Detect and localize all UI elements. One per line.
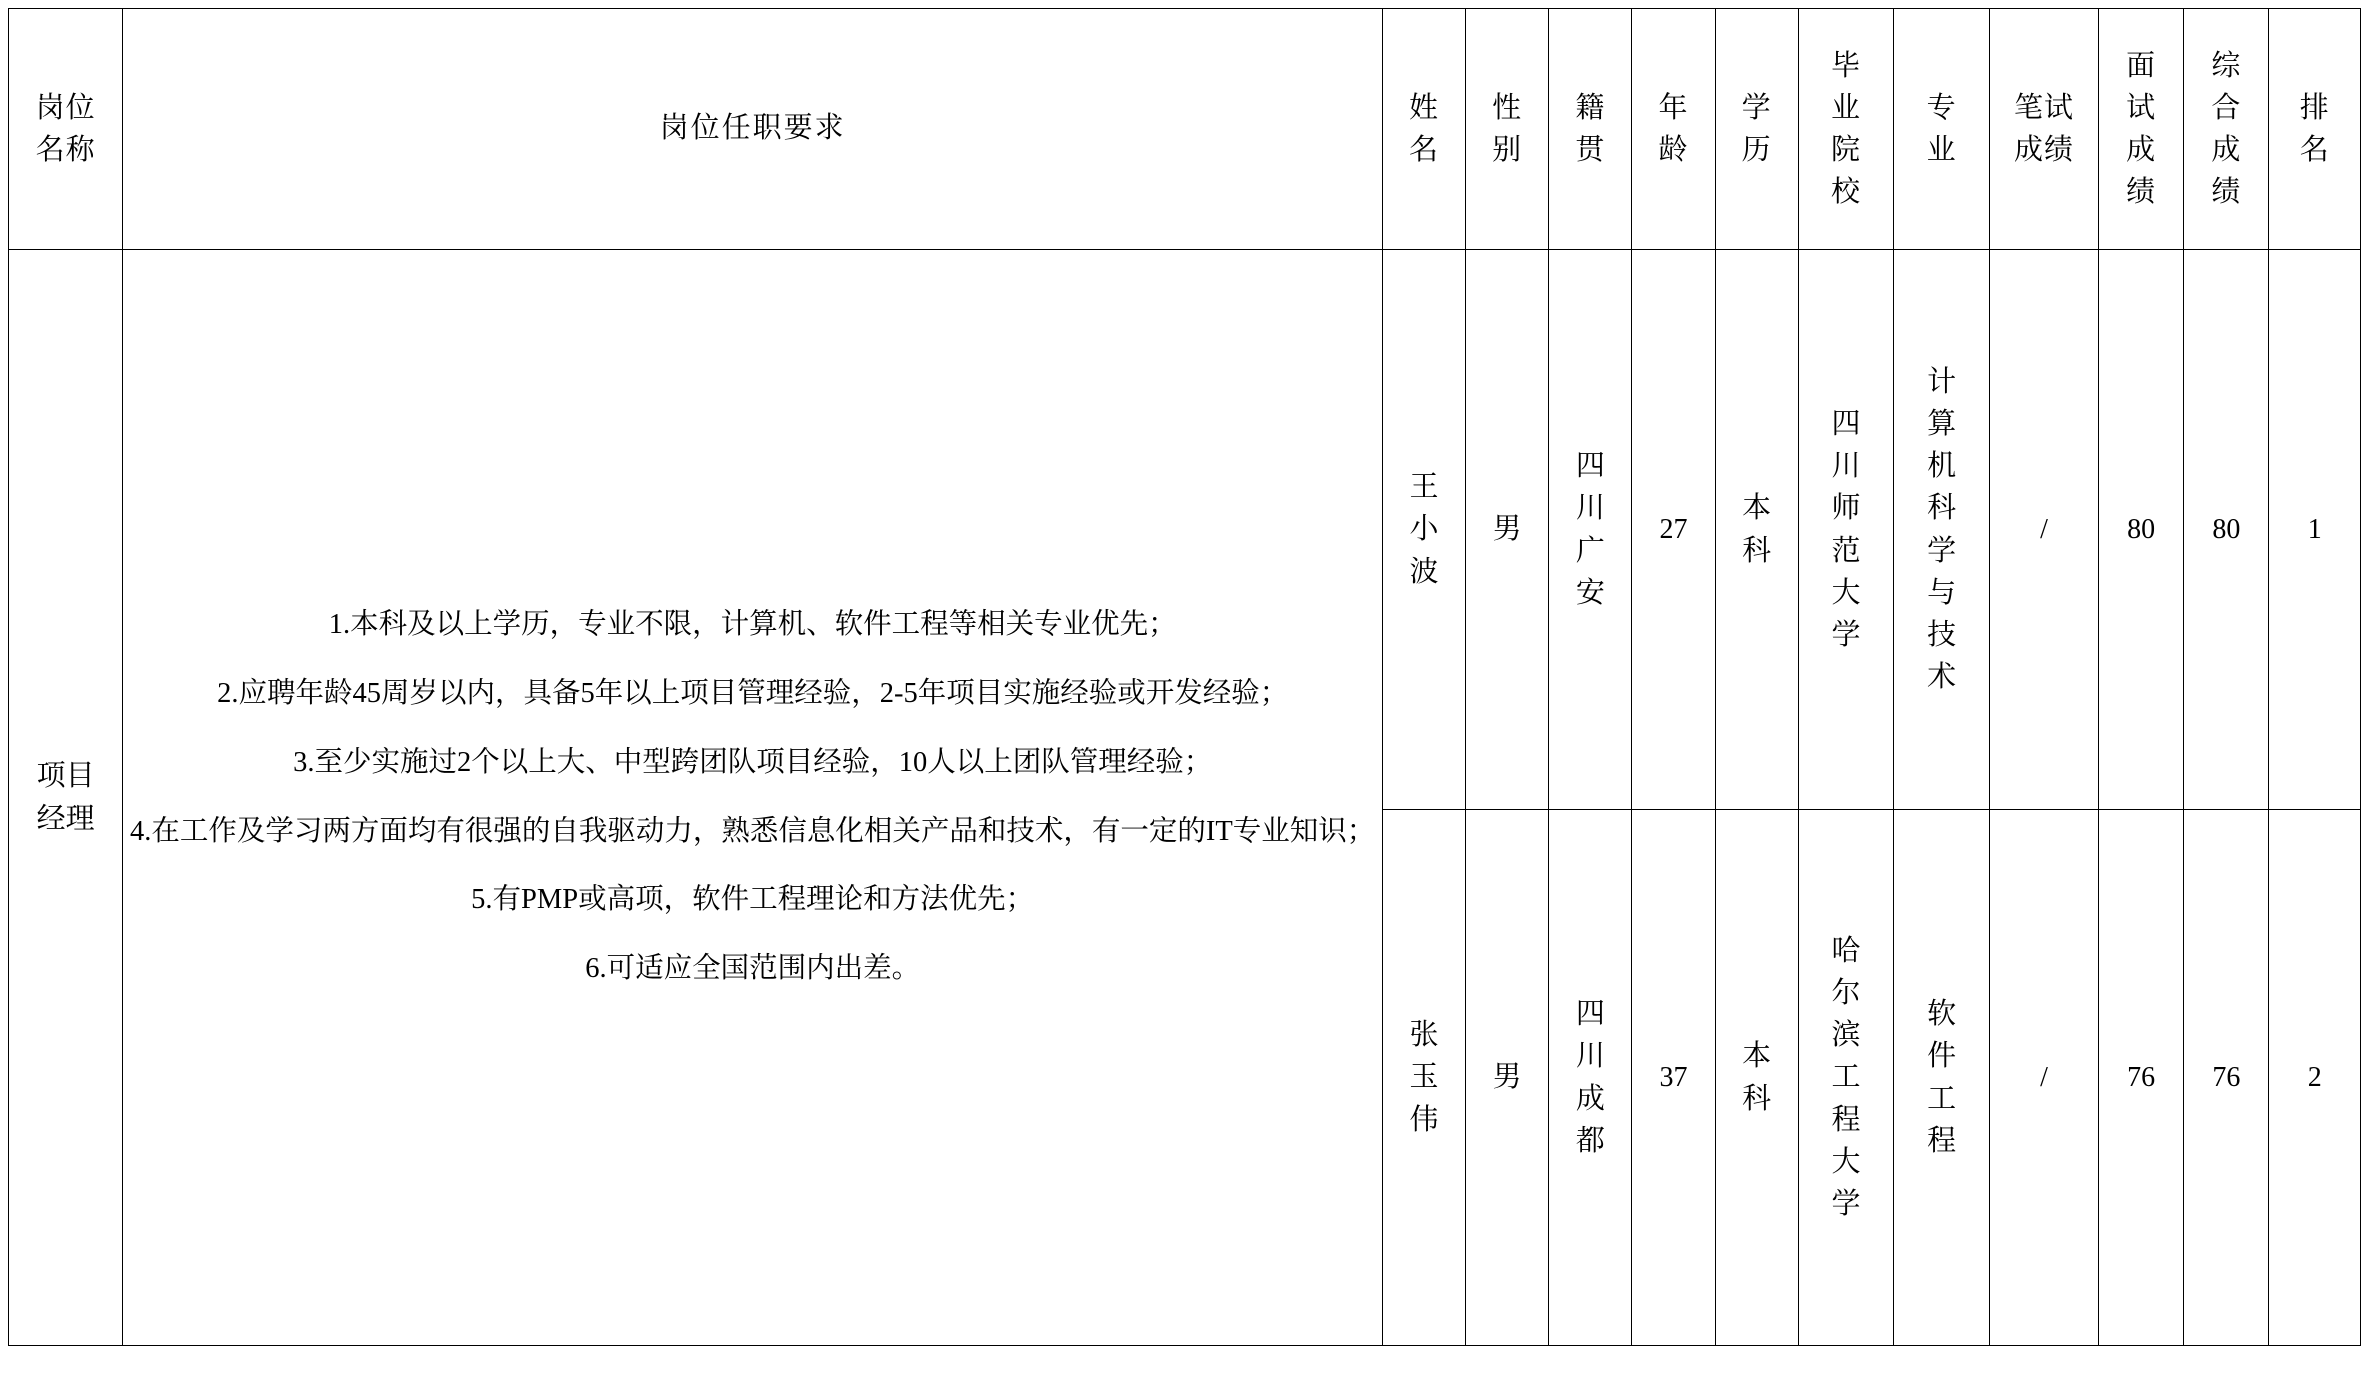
cell-education: 本 科: [1715, 250, 1798, 810]
cell-ranking: 2: [2269, 810, 2361, 1346]
table-row: [9, 250, 2361, 810]
cell-applicant-name: 王 小 波: [1382, 250, 1465, 810]
header-interview-score: 面 试 成 绩: [2099, 9, 2184, 250]
cell-composite-score: 76: [2184, 810, 2269, 1346]
cell-major: 软 件 工 程: [1894, 810, 1990, 1346]
header-written-score: 笔试 成绩: [1989, 9, 2098, 250]
requirement-item: 5.有PMP或高项，软件工程理论和方法优先；: [471, 884, 1035, 916]
header-gender: 性 别: [1466, 9, 1549, 250]
cell-interview-score: 76: [2099, 810, 2184, 1346]
cell-native-place: 四 川 成 都: [1549, 810, 1632, 1346]
header-graduate-school: 毕 业 院 校: [1798, 9, 1894, 250]
requirement-item: 2.应聘年龄45周岁以内，具备5年以上项目管理经验，2-5年项目实施经验或开发经验；: [217, 677, 1289, 709]
header-composite-score: 综 合 成 绩: [2184, 9, 2269, 250]
cell-native-place: 四 川 广 安: [1549, 250, 1632, 810]
requirement-item: 3.至少实施过2个以上大、中型跨团队项目经验，10人以上团队管理经验；: [293, 746, 1213, 778]
header-position-name-line2: 名称: [35, 134, 96, 166]
cell-applicant-name: 张 玉 伟: [1382, 810, 1465, 1346]
header-age: 年 龄: [1632, 9, 1715, 250]
cell-interview-score: 80: [2099, 250, 2184, 810]
cell-written-score: /: [1989, 250, 2098, 810]
cell-age: 37: [1632, 810, 1715, 1346]
cell-written-score: /: [1989, 810, 2098, 1346]
cell-gender: 男: [1466, 250, 1549, 810]
recruitment-results-table: [8, 8, 2361, 1346]
cell-gender: 男: [1466, 810, 1549, 1346]
cell-graduate-school: 哈 尔 滨 工 程 大 学: [1798, 810, 1894, 1346]
cell-position-requirements: [123, 250, 1383, 1346]
table-header-row: [9, 9, 2361, 250]
header-ranking: 排 名: [2269, 9, 2361, 250]
header-position-name-line1: 岗位: [35, 91, 96, 124]
requirement-item: 1.本科及以上学历，专业不限，计算机、软件工程等相关专业优先；: [328, 608, 1177, 640]
cell-composite-score: 80: [2184, 250, 2269, 810]
header-education: 学 历: [1715, 9, 1798, 250]
cell-age: 27: [1632, 250, 1715, 810]
cell-major: 计 算 机 科 学 与 技 术: [1894, 250, 1990, 810]
header-native-place: 籍 贯: [1549, 9, 1632, 250]
requirement-item: 4.在工作及学习两方面均有很强的自我驱动力，熟悉信息化相关产品和技术，有一定的IT专业知识；: [130, 815, 1376, 847]
header-major: 专 业: [1894, 9, 1990, 250]
header-position-name: [9, 9, 123, 250]
header-position-requirements: 岗位任职要求: [123, 9, 1383, 250]
cell-graduate-school: 四 川 师 范 大 学: [1798, 250, 1894, 810]
cell-ranking: 1: [2269, 250, 2361, 810]
cell-position-name: 项目 经理: [9, 250, 123, 1346]
header-applicant-name: 姓 名: [1382, 9, 1465, 250]
requirement-item: 6.可适应全国范围内出差。: [585, 953, 921, 985]
cell-education: 本 科: [1715, 810, 1798, 1346]
